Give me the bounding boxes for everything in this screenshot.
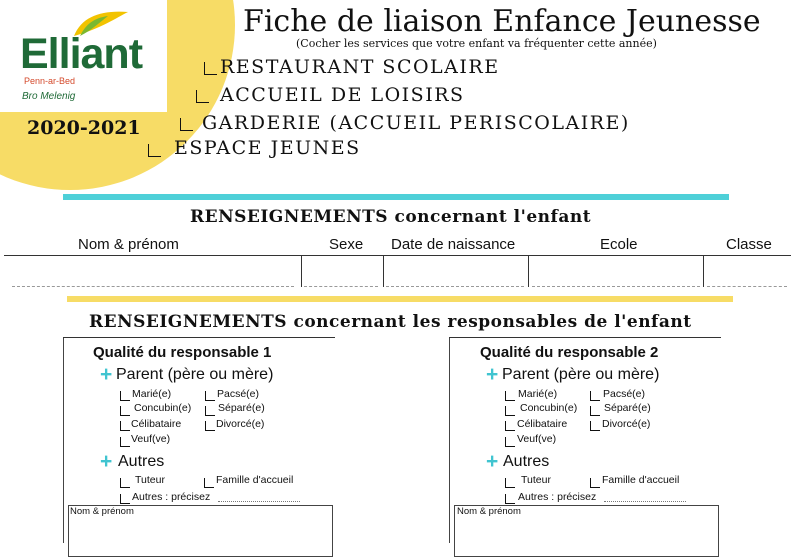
child-table-divider [301,255,302,287]
col-header-naissance: Date de naissance [391,236,516,253]
plus-icon: + [486,450,499,473]
resp1-checkbox-veuf[interactable] [120,437,130,447]
resp1-label-pacse: Pacsé(e) [217,388,260,400]
plus-icon: + [100,450,113,473]
resp2-autres-label: Autres [503,453,550,470]
resp2-label-tuteur: Tuteur [521,474,551,486]
col-header-ecole: Ecole [600,236,638,253]
resp1-label-autres: Autres : précisez [132,491,211,503]
service-label-garderie: GARDERIE (ACCUEIL PERISCOLAIRE) [202,112,630,134]
resp1-checkbox-separe[interactable] [205,406,215,416]
service-label-espace-jeunes: ESPACE JEUNES [174,137,361,159]
service-label-loisirs: ACCUEIL DE LOISIRS [220,84,465,106]
resp1-label-divorce: Divorcé(e) [216,418,265,430]
resp2-checkbox-celibataire[interactable] [505,421,515,431]
resp2-title: Qualité du responsable 2 [480,344,659,361]
plus-icon: + [486,363,499,386]
child-table-divider [383,255,384,287]
resp2-checkbox-marie[interactable] [505,391,515,401]
resp1-top-border [63,337,335,338]
service-checkbox-loisirs[interactable] [196,90,209,103]
resp1-label-famille: Famille d'accueil [216,474,294,486]
resp2-label-pacse: Pacsé(e) [603,388,646,400]
resp2-left-border [449,337,450,543]
resp1-checkbox-marie[interactable] [120,391,130,401]
resp1-autres-label: Autres [118,453,165,470]
resp2-label-veuf: Veuf(ve) [517,433,557,445]
resp2-checkbox-autres[interactable] [505,494,515,504]
section-divider-cyan [63,194,729,200]
child-field-sexe[interactable] [304,286,378,287]
service-checkbox-espace-jeunes[interactable] [148,144,161,157]
resp2-label-separe: Séparé(e) [604,402,651,414]
resp2-label-celibataire: Célibataire [517,418,568,430]
resp1-left-border [63,337,64,543]
logo-subtitle-1: Penn-ar-Bed [24,76,76,86]
child-field-naissance[interactable] [386,286,524,287]
service-checkbox-restaurant[interactable] [204,62,217,75]
resp1-checkbox-concubin[interactable] [120,406,130,416]
resp2-checkbox-divorce[interactable] [590,421,600,431]
resp1-checkbox-pacse[interactable] [205,391,215,401]
child-table-divider [528,255,529,287]
resp1-label-concubin: Concubin(e) [134,402,192,414]
resp1-autres-precisez-field[interactable] [218,501,300,502]
child-table-divider [703,255,704,287]
resp2-checkbox-veuf[interactable] [505,437,515,447]
resp1-parent-label: Parent (père ou mère) [116,366,274,383]
child-field-classe[interactable] [707,286,787,287]
resp1-label-celibataire: Célibataire [131,418,182,430]
resp1-checkbox-famille[interactable] [204,478,214,488]
resp1-label-marie: Marié(e) [132,388,172,400]
resp1-name-label: Nom & prénom [70,506,134,517]
child-field-nom[interactable] [12,286,294,287]
logo [0,0,167,112]
resp2-label-marie: Marié(e) [518,388,558,400]
resp1-checkbox-tuteur[interactable] [120,478,130,488]
logo-wordmark: Elliant [20,30,143,78]
child-section-title: RENSEIGNEMENTS concernant l'enfant [190,207,592,227]
resp1-label-separe: Séparé(e) [218,402,265,414]
resp2-checkbox-concubin[interactable] [505,406,515,416]
resp1-title: Qualité du responsable 1 [93,344,272,361]
resp2-checkbox-tuteur[interactable] [505,478,515,488]
page-subtitle: (Cocher les services que votre enfant va fréquenter cette année) [296,37,657,50]
child-field-ecole[interactable] [532,286,700,287]
child-table-top-line [4,255,791,256]
resp2-checkbox-famille[interactable] [590,478,600,488]
resp2-checkbox-pacse[interactable] [590,391,600,401]
resp1-checkbox-celibataire[interactable] [120,421,130,431]
service-checkbox-garderie[interactable] [180,118,193,131]
resp2-parent-label: Parent (père ou mère) [502,366,660,383]
resp1-label-tuteur: Tuteur [135,474,165,486]
resp1-checkbox-autres[interactable] [120,494,130,504]
resp2-autres-precisez-field[interactable] [604,501,686,502]
col-header-sexe: Sexe [329,236,364,253]
service-label-restaurant: RESTAURANT SCOLAIRE [220,56,500,78]
resp2-checkbox-separe[interactable] [590,406,600,416]
resp1-label-veuf: Veuf(ve) [131,433,171,445]
resp2-label-famille: Famille d'accueil [602,474,680,486]
plus-icon: + [100,363,113,386]
resp-section-title: RENSEIGNEMENTS concernant les responsables de l'enfant [89,312,692,332]
resp2-label-autres: Autres : précisez [518,491,597,503]
school-year: 2020-2021 [27,117,141,139]
logo-subtitle-2: Bro Melenig [22,91,76,102]
section-divider-yellow [67,296,733,302]
resp1-checkbox-divorce[interactable] [205,421,215,431]
page-title: Fiche de liaison Enfance Jeunesse [243,4,761,39]
col-header-nom: Nom & prénom [78,236,179,253]
resp2-name-label: Nom & prénom [457,506,521,517]
resp2-label-concubin: Concubin(e) [520,402,578,414]
resp2-top-border [449,337,721,338]
resp2-label-divorce: Divorcé(e) [602,418,651,430]
col-header-classe: Classe [726,236,772,253]
